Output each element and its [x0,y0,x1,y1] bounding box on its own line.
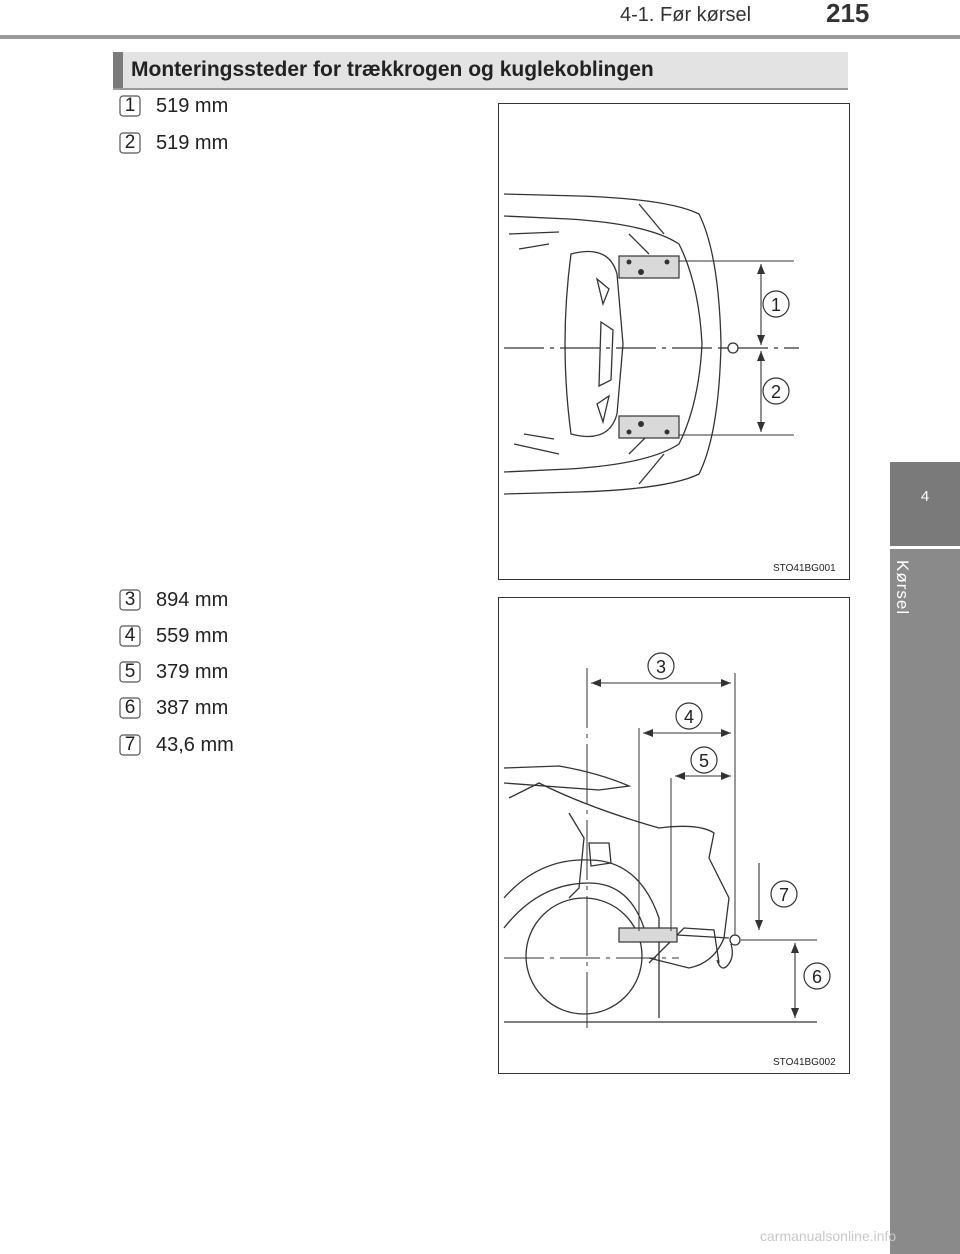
figure-code: STO41BG002 [773,1057,836,1068]
chapter-number: 4 [920,488,930,505]
measurement-badge: 7 [118,733,142,757]
measurement-value: 379 mm [156,661,229,683]
chapter-label: Kørsel [893,560,912,616]
figure-side-view [498,597,850,1074]
measurement-value: 894 mm [156,589,229,611]
measurement-value: 387 mm [156,697,229,719]
callout-label: 4 [683,707,695,727]
figure-top-view [498,103,850,580]
figure-code: STO41BG001 [773,563,836,574]
rear-top-view-illustration [499,104,849,579]
section-title: 4-1. Før kørsel [620,4,752,26]
section-heading: Monteringssteder for trækkrogen og kuglekoblingen [131,58,654,81]
callout-label: 7 [778,885,790,905]
callout-label: 5 [698,751,710,771]
measurement-badge: 1 [118,94,142,118]
header-rule [0,35,960,39]
callout-label: 1 [770,295,782,315]
measurement-badge: 4 [118,624,142,648]
heading-underline [113,88,848,90]
measurement-badge: 3 [118,588,142,612]
rear-side-view-illustration [499,598,849,1073]
chapter-label-box [892,560,920,680]
measurement-badge: 6 [118,696,142,720]
measurement-badge: 5 [118,660,142,684]
callout-label: 6 [811,967,823,987]
footer-watermark: carmanualsonline.info [760,1228,897,1244]
callout-label: 2 [770,382,782,402]
measurement-badge: 2 [118,131,142,155]
measurement-value: 43,6 mm [156,734,234,756]
page-number: 215 [826,0,870,28]
heading-accent [113,52,123,88]
measurement-value: 519 mm [156,132,229,154]
measurement-value: 519 mm [156,95,229,117]
callout-label: 3 [655,657,667,677]
measurement-value: 559 mm [156,625,229,647]
